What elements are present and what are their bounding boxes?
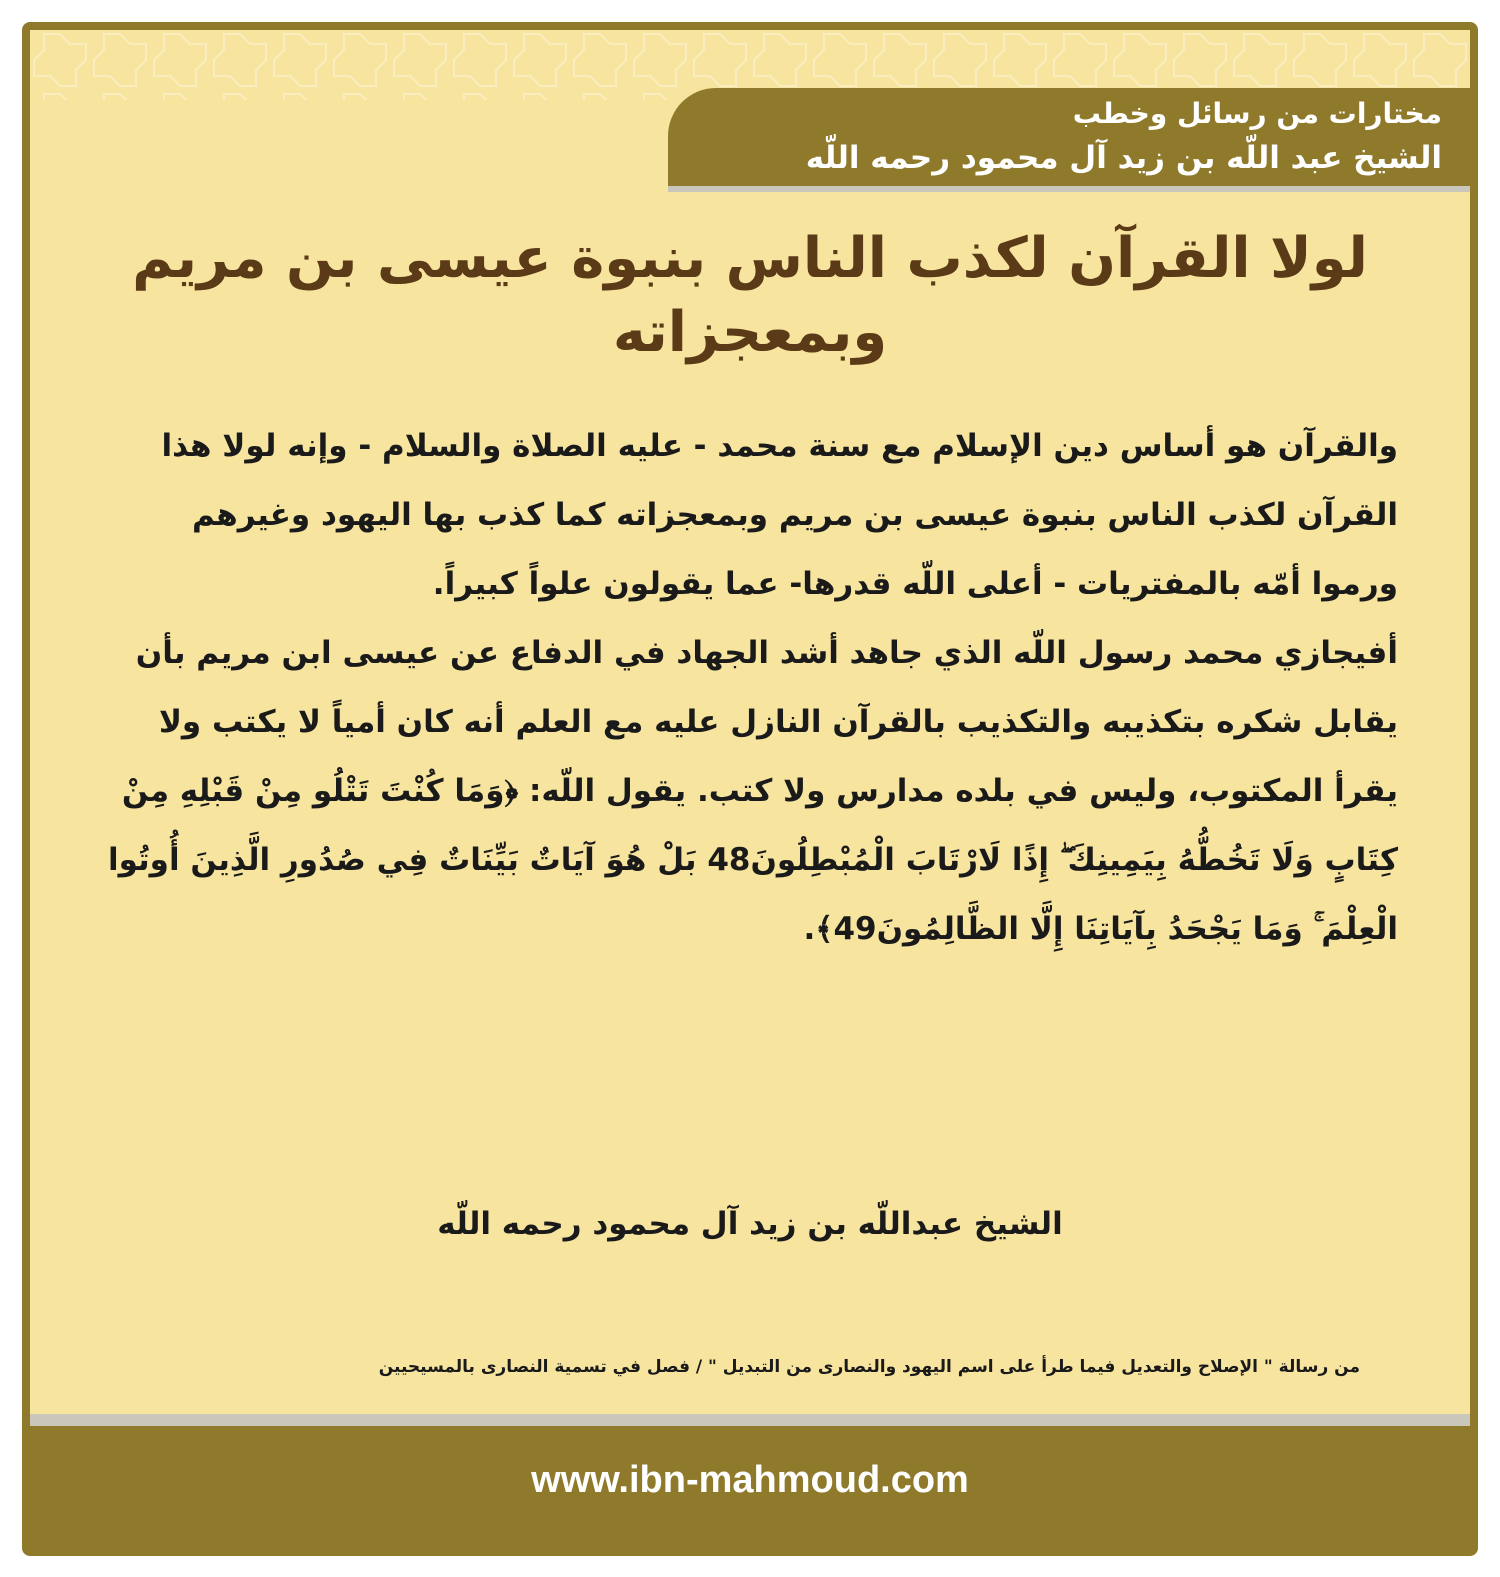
body-paragraph-1: والقرآن هو أساس دين الإسلام مع سنة محمد - عليه الصلاة والسلام - وإنه لولا هذا القرآن لكذب الناس بنبوة عيسى بن مريم وبمعجزاته كما كذب بها اليهود وغيرهم ورموا أمّه بالمفتريات - أعلى اللّه قدرها- عما يقولون علواً كبيراً. (161, 428, 1398, 602)
article-title-line2: وبمعجزاته (612, 300, 888, 365)
header-band (668, 88, 1470, 192)
article-title-line1: لولا القرآن لكذب الناس بنبوة عيسى بن مريم (132, 226, 1368, 291)
footer-divider (30, 1414, 1470, 1426)
source-citation: من رسالة " الإصلاح والتعديل فيما طرأ على اسم اليهود والنصارى من التبديل " / فصل في تسمية النصارى بالمسيحيين (378, 1357, 1360, 1377)
author-signature: الشيخ عبداللّه بن زيد آل محمود رحمه اللّه (437, 1206, 1063, 1242)
website-link[interactable]: www.ibn-mahmoud.com (531, 1459, 969, 1501)
header-author-name: الشيخ عبد اللّه بن زيد آل محمود رحمه اللّه (805, 140, 1442, 176)
article-title (60, 222, 1440, 370)
body-paragraph-2: أفيجازي محمد رسول اللّه الذي جاهد أشد الجهاد في الدفاع عن عيسى ابن مريم بأن يقابل شكره بتكذيبه والتكذيب بالقرآن النازل عليه مع العلم أنه كان أمياً لا يكتب ولا يقرأ المكتوب، وليس في بلده مدارس ولا كتب. يقول اللّه: ﴿وَمَا كُنْتَ تَتْلُو مِنْ قَبْلِهِ مِنْ كِتَابٍ وَلَا تَخُطُّهُ بِيَمِينِكَ ۖ إِذًا لَارْتَابَ الْمُبْطِلُونَ48 بَلْ هُوَ آيَاتٌ بَيِّنَاتٌ فِي صُدُورِ الَّذِينَ أُوتُوا الْعِلْمَ ۚ وَمَا يَجْحَدُ بِآيَاتِنَا إِلَّا الظَّالِمُونَ49﴾. (107, 635, 1398, 947)
article-body (108, 412, 1398, 964)
header-series-title: مختارات من رسائل وخطب (1072, 97, 1442, 130)
